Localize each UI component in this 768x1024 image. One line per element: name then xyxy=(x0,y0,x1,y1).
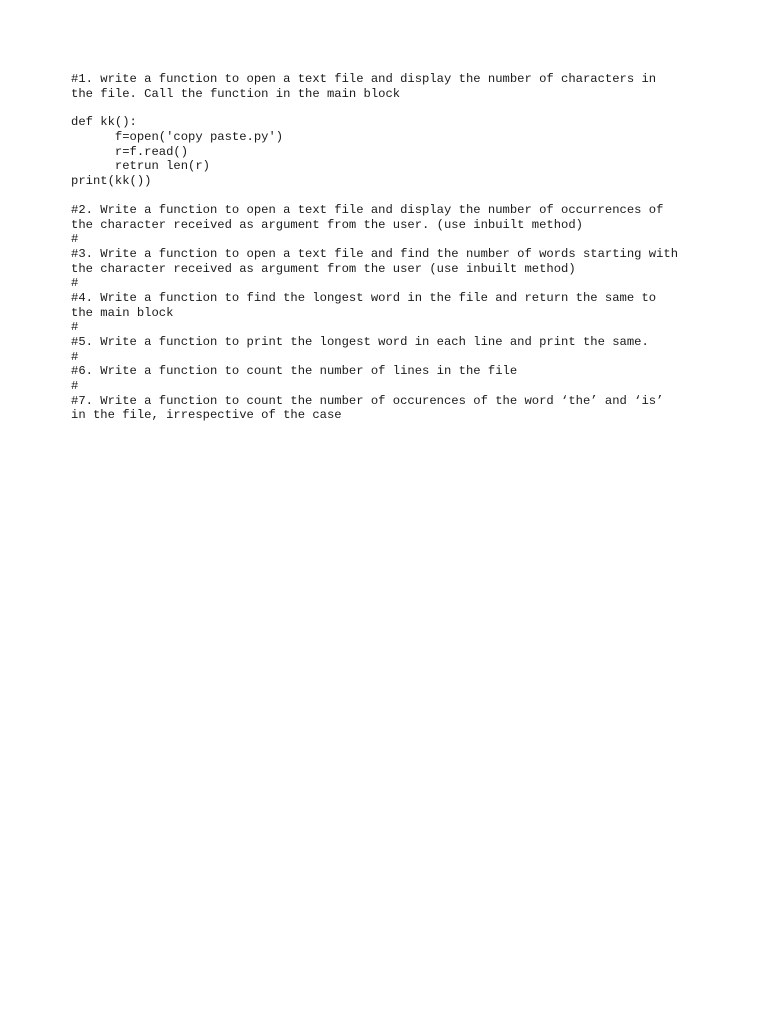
separator-hash: # xyxy=(71,320,79,335)
separator-hash: # xyxy=(71,276,79,291)
question-6 xyxy=(71,364,731,393)
paragraph-gap xyxy=(71,189,731,203)
question-4-line-1: #4. Write a function to find the longest word in the file and return the same to xyxy=(71,290,657,305)
document-page xyxy=(71,72,731,423)
separator-hash: # xyxy=(71,232,79,247)
question-7 xyxy=(71,394,731,423)
code-line-4: retrun len(r) xyxy=(71,159,210,174)
question-1 xyxy=(71,72,731,101)
question-4 xyxy=(71,291,731,335)
question-7-line-1: #7. Write a function to count the number of occurences of the word ‘the’ and ‘is’ xyxy=(71,393,664,408)
separator-hash: # xyxy=(71,349,79,364)
question-2-line-2: the character received as argument from the user. (use inbuilt method) xyxy=(71,217,583,232)
question-6-line-1: #6. Write a function to count the number of lines in the file xyxy=(71,364,518,379)
question-5-line-1: #5. Write a function to print the longest word in each line and print the same. xyxy=(71,335,649,349)
code-block xyxy=(71,115,731,188)
question-4-line-2: the main block xyxy=(71,305,174,320)
separator-hash: # xyxy=(71,379,79,394)
code-line-2: f=open('copy paste.py') xyxy=(71,130,284,145)
code-line-1: def kk(): xyxy=(71,115,137,130)
question-3-line-2: the character received as argument from the user (use inbuilt method) xyxy=(71,261,576,276)
question-5 xyxy=(71,335,731,364)
code-line-5: print(kk()) xyxy=(71,174,152,189)
question-1-line-2: the file. Call the function in the main block xyxy=(71,86,401,101)
question-3 xyxy=(71,247,731,291)
question-3-line-1: #3. Write a function to open a text file and find the number of words starting with xyxy=(71,246,679,261)
question-2 xyxy=(71,203,731,247)
code-line-3: r=f.read() xyxy=(71,144,189,159)
question-7-line-2: in the file, irrespective of the case xyxy=(71,408,342,423)
question-1-line-1: #1. write a function to open a text file and display the number of characters in xyxy=(71,72,657,86)
paragraph-gap xyxy=(71,101,731,115)
question-2-line-1: #2. Write a function to open a text file and display the number of occurrences of xyxy=(71,202,664,217)
